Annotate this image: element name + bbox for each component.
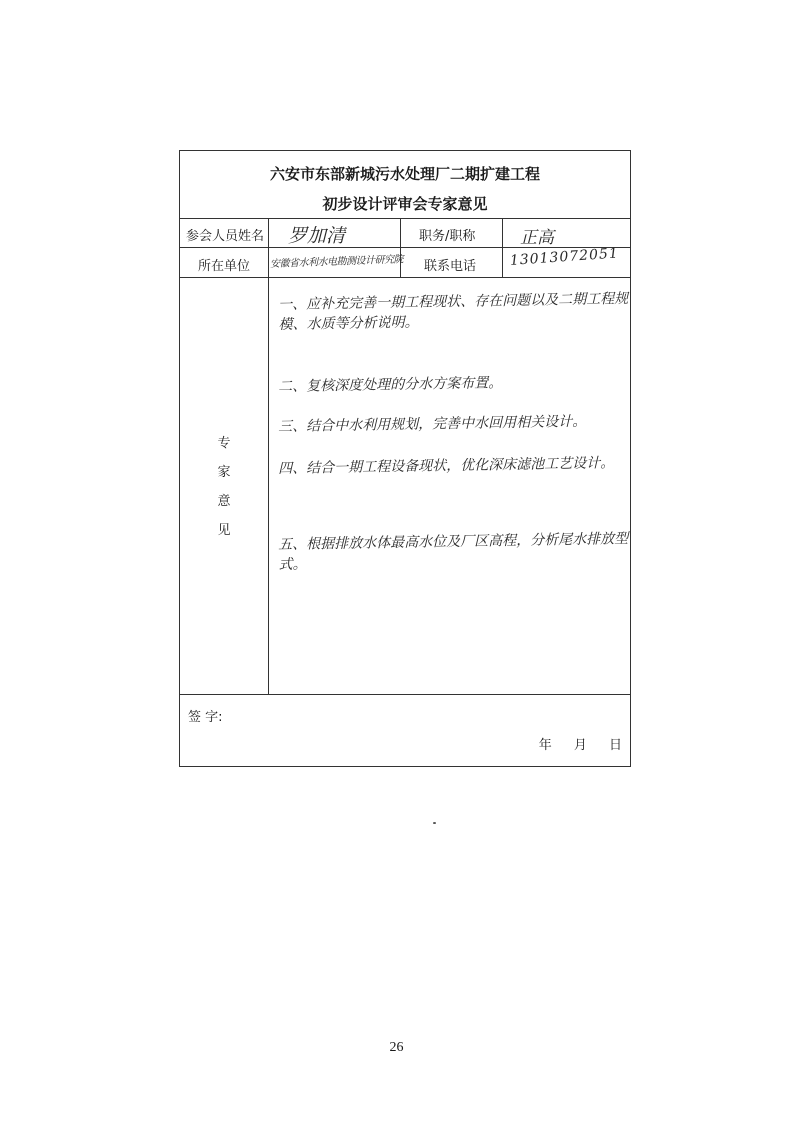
page-number: 26 — [389, 1040, 404, 1055]
row-divider — [180, 277, 630, 278]
unit-label: 所在单位 — [198, 259, 251, 274]
opinion-item: 二、复核深度处理的分水方案布置。 — [278, 375, 503, 395]
column-divider — [400, 218, 401, 277]
name-label: 参会人员姓名 — [186, 229, 265, 244]
position-value: 正高 — [520, 228, 554, 248]
unit-value: 安徽省水利水电勘测设计研究院 — [269, 254, 404, 270]
row-divider — [180, 694, 630, 695]
date-label: 年 月 日 — [538, 738, 622, 753]
signature-label: 签 字: — [188, 710, 223, 725]
form-subtitle: 初步设计评审会专家意见 — [322, 195, 488, 213]
opinion-item: 一、应补充完善一期工程现状、存在问题以及二期工程规模、水质等分析说明。 — [278, 290, 629, 333]
expert-opinion-form — [179, 150, 631, 767]
phone-label: 联系电话 — [424, 259, 477, 274]
phone-value: 13013072051 — [509, 245, 620, 269]
expert-opinion-label: 专 家 意 见 — [217, 436, 231, 538]
name-value: 罗加清 — [288, 225, 346, 247]
column-divider — [502, 218, 503, 277]
position-label: 职务/职称 — [419, 229, 476, 244]
opinion-item: 三、结合中水利用规划，完善中水回用相关设计。 — [278, 413, 587, 435]
opinion-item: 五、根据排放水体最高水位及厂区高程，分析尾水排放型式。 — [278, 530, 629, 573]
row-divider — [180, 218, 630, 219]
column-divider — [268, 218, 269, 694]
form-title: 六安市东部新城污水处理厂二期扩建工程 — [269, 165, 540, 183]
scan-speck — [433, 822, 436, 824]
row-divider — [180, 247, 630, 248]
opinion-item: 四、结合一期工程设备现状，优化深床滤池工艺设计。 — [278, 455, 615, 477]
